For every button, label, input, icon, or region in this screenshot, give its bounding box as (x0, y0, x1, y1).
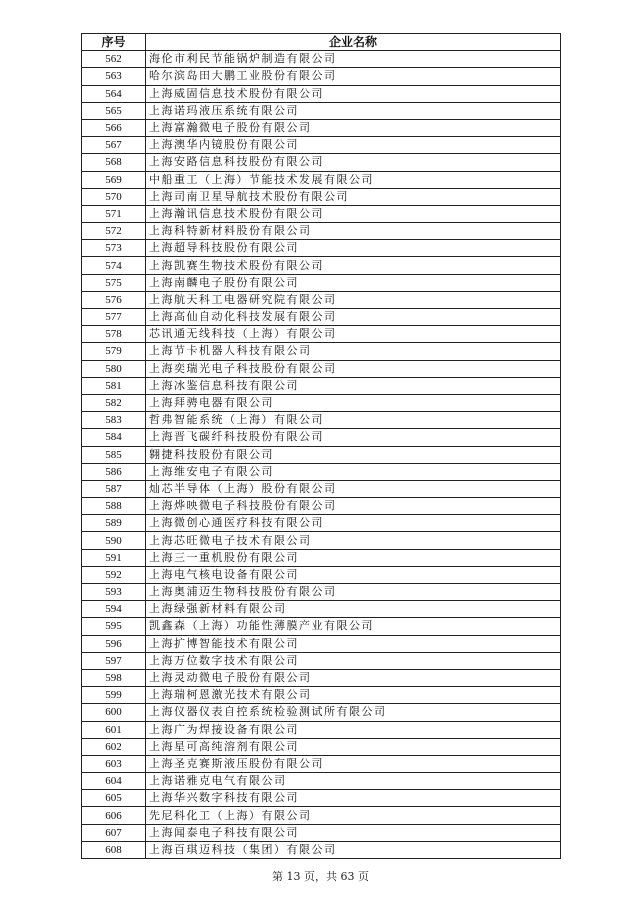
table-row (82, 188, 561, 205)
serial-number-cell: 581 (82, 377, 146, 394)
serial-number-cell: 577 (82, 309, 146, 326)
company-name-cell: 上海芯旺微电子技术有限公司 (146, 532, 561, 549)
table-row (82, 240, 561, 257)
company-name-cell: 上海高仙自动化科技发展有限公司 (146, 309, 561, 326)
table-row (82, 85, 561, 102)
serial-number-cell: 580 (82, 360, 146, 377)
table-row (82, 687, 561, 704)
table-row (82, 773, 561, 790)
company-name-cell: 上海星可高纯溶剂有限公司 (146, 738, 561, 755)
serial-number-cell: 583 (82, 412, 146, 429)
header-serial-number: 序号 (82, 34, 146, 51)
company-name-cell: 上海超导科技股份有限公司 (146, 240, 561, 257)
serial-number-cell: 576 (82, 291, 146, 308)
company-name-cell: 上海奕瑞光电子科技股份有限公司 (146, 360, 561, 377)
serial-number-cell: 607 (82, 824, 146, 841)
company-name-cell: 哈尔滨岛田大鹏工业股份有限公司 (146, 68, 561, 85)
table-row (82, 532, 561, 549)
serial-number-cell: 588 (82, 498, 146, 515)
table-row (82, 412, 561, 429)
serial-number-cell: 608 (82, 841, 146, 858)
table-row (82, 635, 561, 652)
serial-number-cell: 572 (82, 223, 146, 240)
serial-number-cell: 578 (82, 326, 146, 343)
serial-number-cell: 566 (82, 119, 146, 136)
table-row (82, 68, 561, 85)
company-name-cell: 上海华兴数字科技有限公司 (146, 790, 561, 807)
table-row (82, 171, 561, 188)
table-row (82, 51, 561, 68)
serial-number-cell: 574 (82, 257, 146, 274)
table-row (82, 343, 561, 360)
company-name-cell: 上海微创心通医疗科技有限公司 (146, 515, 561, 532)
table-row (82, 463, 561, 480)
company-name-cell: 上海百琪迈科技（集团）有限公司 (146, 841, 561, 858)
table-row (82, 154, 561, 171)
serial-number-cell: 589 (82, 515, 146, 532)
company-name-cell: 上海凯赛生物技术股份有限公司 (146, 257, 561, 274)
table-row (82, 738, 561, 755)
serial-number-cell: 575 (82, 274, 146, 291)
serial-number-cell: 584 (82, 429, 146, 446)
company-name-cell: 上海奥浦迈生物科技股份有限公司 (146, 584, 561, 601)
company-name-cell: 上海冰鉴信息科技有限公司 (146, 377, 561, 394)
serial-number-cell: 570 (82, 188, 146, 205)
serial-number-cell: 597 (82, 652, 146, 669)
serial-number-cell: 600 (82, 704, 146, 721)
header-company-name: 企业名称 (146, 34, 561, 51)
serial-number-cell: 606 (82, 807, 146, 824)
company-name-cell: 上海科特新材料股份有限公司 (146, 223, 561, 240)
company-name-cell: 上海圣克赛斯液压股份有限公司 (146, 755, 561, 772)
serial-number-cell: 594 (82, 601, 146, 618)
serial-number-cell: 587 (82, 480, 146, 497)
table-row (82, 704, 561, 721)
serial-number-cell: 598 (82, 669, 146, 686)
table-row (82, 755, 561, 772)
table-row (82, 429, 561, 446)
serial-number-cell: 604 (82, 773, 146, 790)
serial-number-cell: 582 (82, 394, 146, 411)
table-row (82, 360, 561, 377)
serial-number-cell: 579 (82, 343, 146, 360)
company-name-cell: 哲弗智能系统（上海）有限公司 (146, 412, 561, 429)
serial-number-cell: 585 (82, 446, 146, 463)
company-name-cell: 上海航天科工电器研究院有限公司 (146, 291, 561, 308)
serial-number-cell: 602 (82, 738, 146, 755)
serial-number-cell: 605 (82, 790, 146, 807)
table-row (82, 291, 561, 308)
serial-number-cell: 569 (82, 171, 146, 188)
company-name-cell: 先尼科化工（上海）有限公司 (146, 807, 561, 824)
table-row (82, 394, 561, 411)
table-row (82, 584, 561, 601)
company-name-cell: 上海威固信息技术股份有限公司 (146, 85, 561, 102)
company-name-cell: 上海仪器仪表自控系统检验测试所有限公司 (146, 704, 561, 721)
company-name-cell: 上海南麟电子股份有限公司 (146, 274, 561, 291)
serial-number-cell: 563 (82, 68, 146, 85)
table-row (82, 498, 561, 515)
table-row (82, 223, 561, 240)
table-row (82, 309, 561, 326)
table-header-row (82, 34, 561, 51)
table-row (82, 480, 561, 497)
table-row (82, 807, 561, 824)
table-row (82, 790, 561, 807)
company-name-cell: 上海澳华内镜股份有限公司 (146, 137, 561, 154)
serial-number-cell: 562 (82, 51, 146, 68)
table-row (82, 669, 561, 686)
table-row (82, 601, 561, 618)
table-body (82, 51, 561, 859)
table-row (82, 824, 561, 841)
table-row (82, 119, 561, 136)
serial-number-cell: 596 (82, 635, 146, 652)
table-row (82, 274, 561, 291)
serial-number-cell: 565 (82, 102, 146, 119)
table-row (82, 446, 561, 463)
table-row (82, 515, 561, 532)
company-name-cell: 上海维安电子有限公司 (146, 463, 561, 480)
company-name-cell: 上海绿强新材料有限公司 (146, 601, 561, 618)
serial-number-cell: 599 (82, 687, 146, 704)
company-name-cell: 上海拜骋电器有限公司 (146, 394, 561, 411)
company-name-cell: 上海节卡机器人科技有限公司 (146, 343, 561, 360)
serial-number-cell: 595 (82, 618, 146, 635)
serial-number-cell: 567 (82, 137, 146, 154)
company-name-cell: 翱捷科技股份有限公司 (146, 446, 561, 463)
table-row (82, 841, 561, 858)
serial-number-cell: 591 (82, 549, 146, 566)
table-row (82, 566, 561, 583)
table-row (82, 652, 561, 669)
company-name-cell: 海伦市利民节能锅炉制造有限公司 (146, 51, 561, 68)
company-name-cell: 上海安路信息科技股份有限公司 (146, 154, 561, 171)
company-list-table (81, 33, 561, 859)
table-row (82, 549, 561, 566)
table-row (82, 326, 561, 343)
serial-number-cell: 592 (82, 566, 146, 583)
company-name-cell: 上海诺雅克电气有限公司 (146, 773, 561, 790)
company-name-cell: 上海电气核电设备有限公司 (146, 566, 561, 583)
serial-number-cell: 571 (82, 205, 146, 222)
company-name-cell: 上海闻泰电子科技有限公司 (146, 824, 561, 841)
table-row (82, 618, 561, 635)
company-name-cell: 上海三一重机股份有限公司 (146, 549, 561, 566)
company-name-cell: 上海晋飞碳纤科技股份有限公司 (146, 429, 561, 446)
table-row (82, 102, 561, 119)
company-name-cell: 凯鑫森（上海）功能性薄膜产业有限公司 (146, 618, 561, 635)
serial-number-cell: 568 (82, 154, 146, 171)
company-name-cell: 中船重工（上海）节能技术发展有限公司 (146, 171, 561, 188)
company-name-cell: 上海诺玛液压系统有限公司 (146, 102, 561, 119)
company-name-cell: 灿芯半导体（上海）股份有限公司 (146, 480, 561, 497)
table-row (82, 137, 561, 154)
company-name-cell: 上海瀚讯信息技术股份有限公司 (146, 205, 561, 222)
company-name-cell: 上海司南卫星导航技术股份有限公司 (146, 188, 561, 205)
serial-number-cell: 586 (82, 463, 146, 480)
serial-number-cell: 603 (82, 755, 146, 772)
company-name-cell: 上海烨映微电子科技股份有限公司 (146, 498, 561, 515)
serial-number-cell: 590 (82, 532, 146, 549)
serial-number-cell: 564 (82, 85, 146, 102)
table-row (82, 377, 561, 394)
serial-number-cell: 601 (82, 721, 146, 738)
company-name-cell: 上海灵动微电子股份有限公司 (146, 669, 561, 686)
serial-number-cell: 573 (82, 240, 146, 257)
page-footer: 第 13 页，共 63 页 (272, 870, 369, 883)
company-name-cell: 上海瑞柯恩激光技术有限公司 (146, 687, 561, 704)
table-row (82, 257, 561, 274)
company-name-cell: 上海扩博智能技术有限公司 (146, 635, 561, 652)
company-name-cell: 芯讯通无线科技（上海）有限公司 (146, 326, 561, 343)
company-name-cell: 上海万位数字技术有限公司 (146, 652, 561, 669)
serial-number-cell: 593 (82, 584, 146, 601)
company-name-cell: 上海广为焊接设备有限公司 (146, 721, 561, 738)
company-name-cell: 上海富瀚微电子股份有限公司 (146, 119, 561, 136)
table-row (82, 205, 561, 222)
table-row (82, 721, 561, 738)
